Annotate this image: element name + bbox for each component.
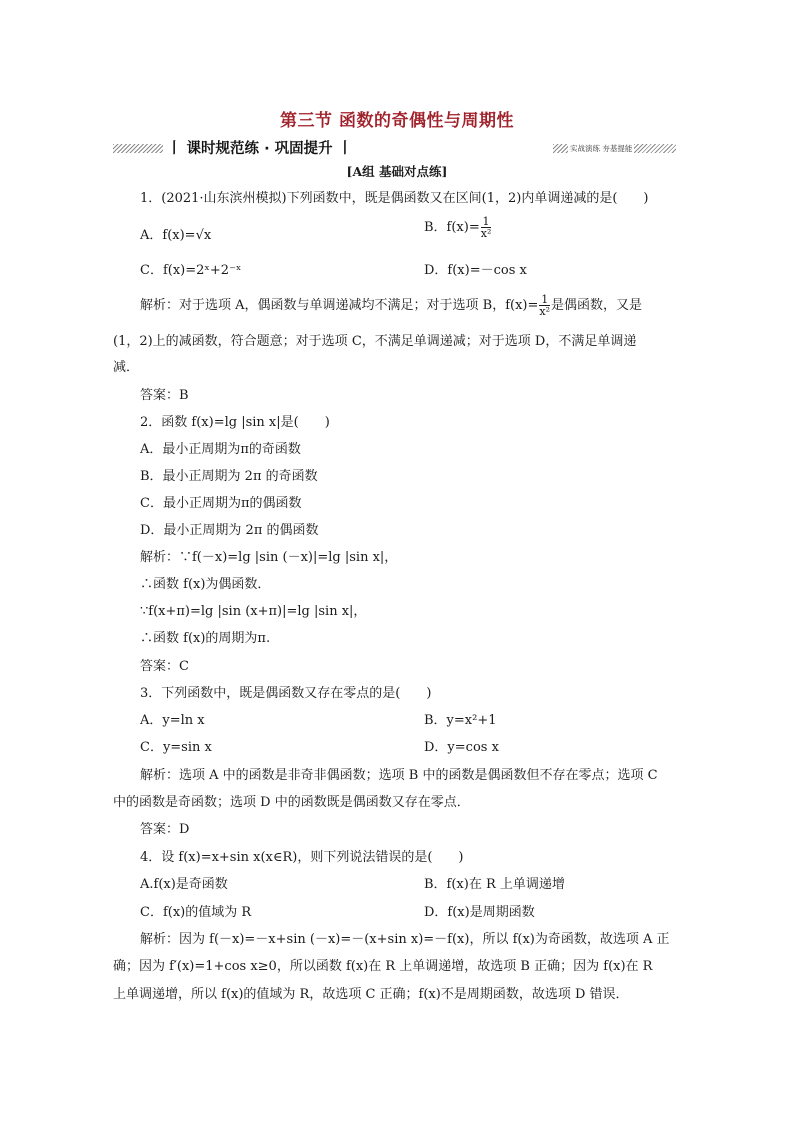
q1-option-b — [424, 216, 492, 239]
q4-solution-line-2: 确；因为 f′(x)=1+cos x≥0，所以函数 f(x)在 R 上单调递增，故选项 B 正确；因为 f(x)在 R — [113, 959, 653, 974]
q3-option-d: D．y=cos x — [424, 740, 499, 755]
q1-solution-line-1 — [140, 294, 642, 317]
q4-stem: 4．设 f(x)=x+sin x(x∈R)，则下列说法错误的是( ) — [140, 850, 464, 865]
q3-solution-line-2: 中的函数是奇函数；选项 D 中的函数既是偶函数又存在零点． — [113, 795, 470, 810]
q4-solution-line-1: 解析：因为 f(－x)=－x+sin (－x)=－(x+sin x)=－f(x)，所以 f(x)为奇函数，故选项 A 正 — [140, 932, 670, 947]
q1-answer: 答案：B — [140, 388, 189, 403]
q1-option-b-numerator: 1 — [482, 215, 490, 228]
q1-option-b-fraction — [481, 216, 492, 239]
section-banner — [113, 140, 676, 158]
q3-answer: 答案：D — [140, 822, 190, 837]
q3-solution-line-1: 解析：选项 A 中的函数是非奇非偶函数；选项 B 中的函数是偶函数但不存在零点；选项 C — [140, 768, 658, 783]
q2-option-d: D．最小正周期为 2π 的偶函数 — [140, 523, 319, 538]
q1-option-b-prefix: B．f(x)= — [424, 220, 480, 235]
q1-solution-pre: 解析：对于选项 A，偶函数与单调递减均不满足；对于选项 B，f(x)= — [140, 298, 539, 313]
q1-option-d: D．f(x)=－cos x — [424, 263, 527, 278]
banner-title: 丨 课时规范练 · 巩固提升 丨 — [167, 141, 353, 157]
q3-stem: 3．下列函数中，既是偶函数又存在零点的是( ) — [140, 686, 432, 701]
q4-option-b: B．f(x)在 R 上单调递增 — [424, 877, 565, 892]
q2-answer: 答案：C — [140, 659, 189, 674]
q2-option-b: B．最小正周期为 2π 的奇函数 — [140, 469, 318, 484]
q1-solution-line-3: 减． — [113, 360, 140, 375]
q2-option-a: A．最小正周期为π的奇函数 — [140, 442, 301, 457]
q2-solution-line-4: ∴函数 f(x)的周期为π. — [140, 631, 271, 646]
q2-solution-line-1: 解析：∵f(－x)=lg |sin (－x)|=lg |sin x|， — [140, 550, 398, 565]
banner-subtitle: 实战演练 夯基提能 — [570, 144, 633, 153]
q4-option-a: A.f(x)是奇函数 — [140, 877, 228, 892]
q2-solution-line-3: ∵f(x+π)=lg |sin (x+π)|=lg |sin x|， — [140, 604, 367, 619]
banner-hatch-left — [113, 144, 163, 153]
q1-option-b-denominator: x² — [480, 227, 492, 240]
q1-solution-post: 是偶函数，又是 — [551, 298, 643, 313]
q3-option-a: A．y=ln x — [140, 713, 205, 728]
group-heading: [A组 基础对点练] — [346, 164, 448, 179]
q1-option-c: C．f(x)=2ˣ+2⁻ˣ — [140, 263, 242, 278]
q3-option-c: C．y=sin x — [140, 740, 212, 755]
q2-option-c: C．最小正周期为π的偶函数 — [140, 496, 302, 511]
q4-option-c: C．f(x)的值域为 R — [140, 905, 252, 920]
q3-option-b: B．y=x²+1 — [424, 713, 497, 728]
q1-stem: 1．(2021·山东滨州模拟)下列函数中，既是偶函数又在区间(1，2)内单调递减的是( ) — [140, 191, 649, 206]
q4-option-d: D．f(x)是周期函数 — [424, 905, 535, 920]
q1-option-a: A．f(x)=√x — [140, 228, 212, 243]
section-title: 第三节 函数的奇偶性与周期性 — [280, 111, 514, 131]
q4-solution-line-3: 上单调递增，所以 f(x)的值域为 R，故选项 C 正确；f(x)不是周期函数，故选项 D 错误． — [113, 987, 629, 1002]
q1-solution-line-2: (1，2)上的减函数，符合题意；对于选项 C，不满足单调递减；对于选项 D，不满足单调递 — [113, 334, 637, 349]
q1-solution-numerator: 1 — [541, 293, 549, 306]
q1-solution-denominator: x² — [539, 305, 551, 318]
q2-solution-line-2: ∴函数 f(x)为偶函数． — [140, 577, 271, 592]
q1-solution-fraction — [539, 294, 550, 317]
q2-stem: 2．函数 f(x)=lg |sin x|是( ) — [140, 415, 330, 430]
